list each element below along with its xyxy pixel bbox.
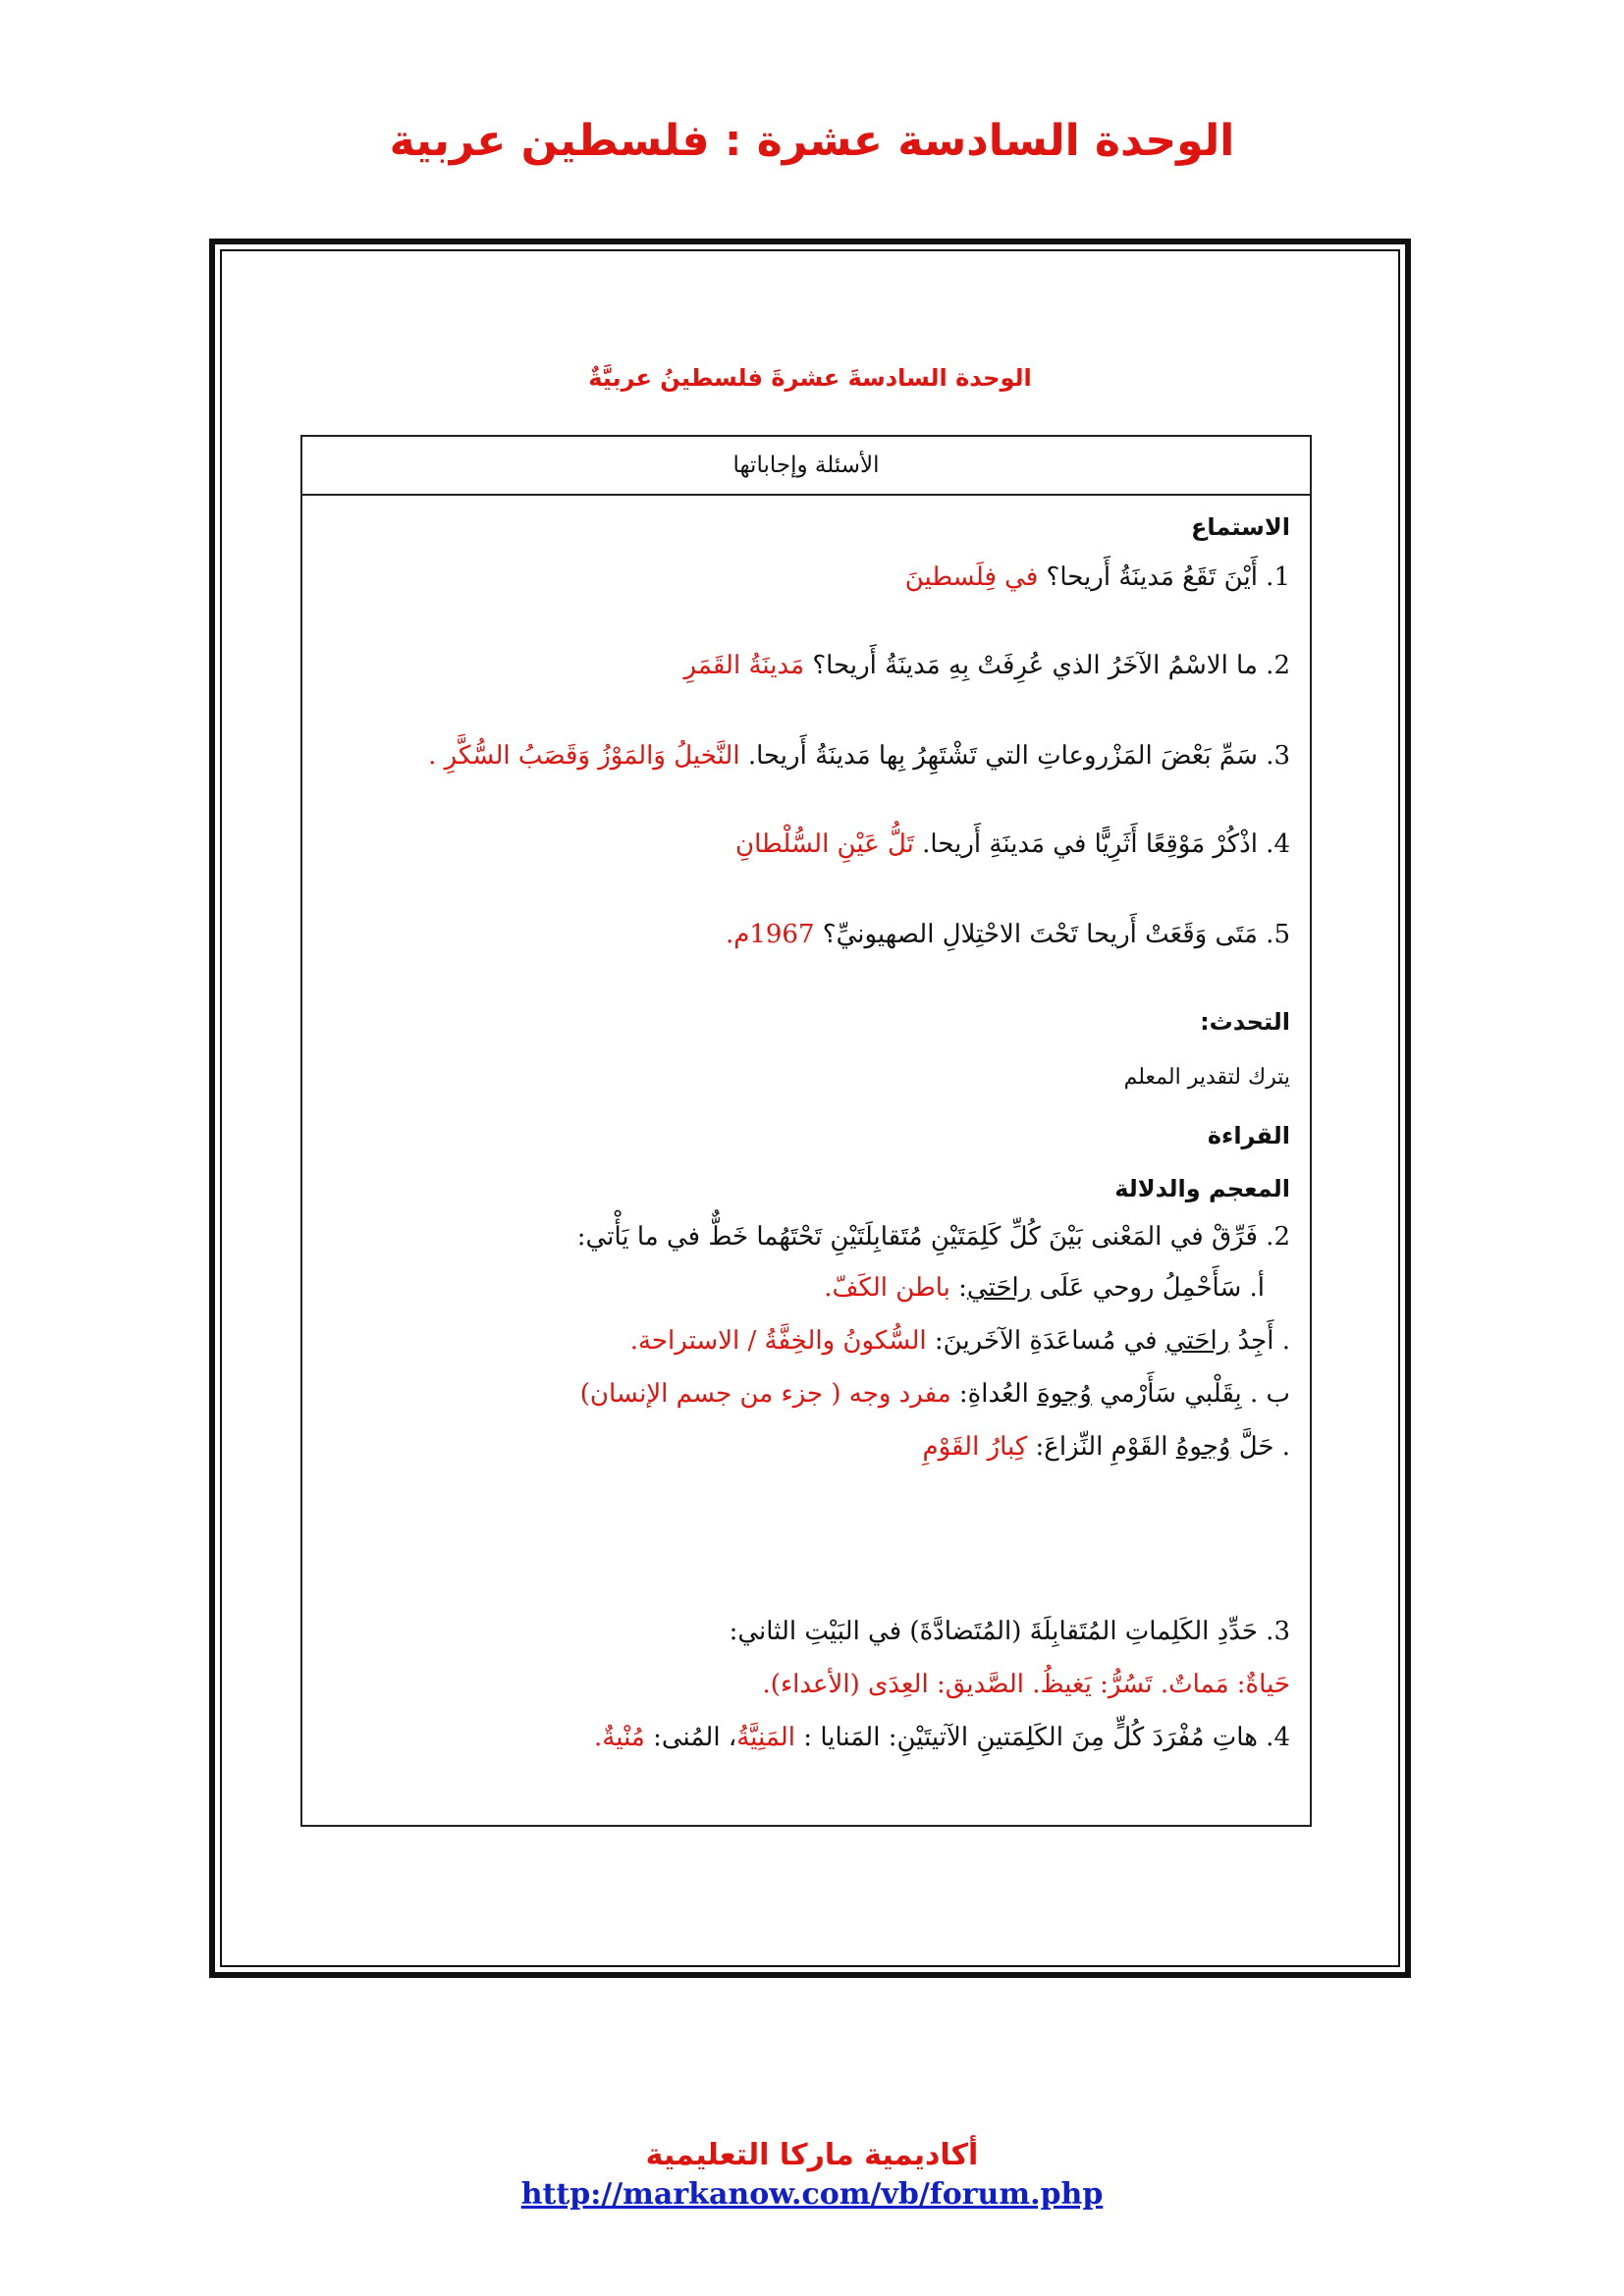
- underlined-word: وُجوهُ: [1175, 1432, 1231, 1462]
- listening-item-5: [726, 920, 1290, 949]
- question-text: 5. مَتَى وَقَعَتْ أَريحا تَحْتَ الاحْتِلالِ الصهيونيِّ؟: [822, 920, 1290, 949]
- question-text: 2. ما الاسْمُ الآخَرُ الذي عُرِفَتْ بِهِ مَدينَةُ أَريحا؟: [812, 651, 1290, 680]
- question-text: 3. سَمِّ بَعْضَ المَزْروعاتِ التي تَشْتَهِرُ بِها مَدينَةُ أَريحا.: [747, 741, 1290, 771]
- item-prefix: . حَلَّ: [1230, 1432, 1290, 1462]
- outer-frame: [209, 239, 1411, 1978]
- underlined-word: راحَتي: [1164, 1326, 1230, 1356]
- answer-text: كِبارُ القَوْمِ: [922, 1432, 1036, 1462]
- item-suffix: القَوْمِ النِّزاعَ:: [1035, 1432, 1176, 1462]
- box-body: [302, 496, 1310, 1827]
- inner-frame: [220, 249, 1400, 1967]
- answer-text: مَدينَةُ القَمَرِ: [683, 651, 805, 680]
- section-lexicon: المعجم والدلالة: [1114, 1175, 1290, 1202]
- lexicon-question-3: 3. حَدِّدِ الكَلِماتِ المُتَقابِلَةَ (المُتَضادَّةَ) في البَيْتِ الثاني:: [729, 1617, 1290, 1646]
- answer-text: النَّخيلُ وَالمَوْزُ وَقَصَبُ السُّكَّرِ .: [428, 741, 740, 771]
- answer-text: المَنِيَّةُ: [736, 1723, 804, 1752]
- underlined-word: راحَتي: [966, 1273, 1032, 1303]
- answer-text: مفرد وجه ( جزء من جسم الإنسان): [579, 1379, 959, 1409]
- lexicon-q2-item-a2: [630, 1326, 1290, 1356]
- listening-item-3: [428, 741, 1290, 771]
- footer-academy-name: أكاديمية ماركا التعليمية: [645, 2138, 979, 2172]
- section-speaking: التحدث:: [1200, 1008, 1290, 1036]
- answer-text: 1967م.: [725, 920, 815, 949]
- listening-item-4: [735, 829, 1290, 859]
- lexicon-q3-answer: حَياةٌ: مَماتٌ. تَسُرُّ: يَغيظُ. الصَّديق: العِدَى (الأعداء).: [762, 1670, 1290, 1699]
- lexicon-q2-item-b: [580, 1379, 1290, 1409]
- underlined-word: وُجوهَ: [1037, 1379, 1092, 1409]
- listening-item-1: [905, 562, 1290, 592]
- answer-text: في فِلَسطينَ: [904, 562, 1039, 592]
- answer-text: مُنْيةٌ.: [594, 1723, 654, 1752]
- item-suffix: العُداةِ:: [958, 1379, 1038, 1409]
- item-prefix: ب . بِقَلْبي سَأَرْمي: [1091, 1379, 1290, 1409]
- footer-url-link[interactable]: http://markanow.com/vb/forum.php: [520, 2177, 1104, 2212]
- lexicon-q2-item-b2: [922, 1432, 1290, 1462]
- box-header: الأسئلة وإجاباتها: [302, 437, 1310, 496]
- section-listening: الاستماع: [1191, 513, 1290, 541]
- lexicon-question-2: 2. فَرِّقْ في المَعْنى بَيْنَ كُلِّ كَلِمَتَيْنِ مُتَقابِلَتَيْنِ تَحْتَهُما خَطٌّ في ما يَأْتي:: [576, 1222, 1290, 1252]
- page-title: الوحدة السادسة عشرة : فلسطين عربية: [389, 116, 1235, 166]
- item-suffix: :: [958, 1273, 967, 1303]
- item-prefix: أ. سَأَحْمِلُ روحي عَلَى: [1031, 1273, 1265, 1303]
- document-title: الوحدة السادسةَ عشرةَ فلسطينُ عربيَّةٌ: [588, 364, 1032, 392]
- speaking-note: يترك لتقدير المعلم: [1123, 1065, 1290, 1090]
- section-reading: القراءة: [1207, 1122, 1290, 1149]
- question-text: 4. هاتِ مُفْرَدَ كُلٍّ مِنَ الكَلِمَتينِ الآتيتَيْنِ: المَنايا :: [803, 1723, 1290, 1752]
- listening-item-2: [684, 651, 1290, 680]
- answer-text: السُّكونُ والخِفَّةُ / الاستراحة.: [629, 1326, 935, 1356]
- item-prefix: . أَجِدُ: [1229, 1326, 1290, 1356]
- answer-text: تَلُّ عَيْنِ السُّلْطانِ: [735, 829, 914, 859]
- question-text: 1. أَيْنَ تَقَعُ مَدينَةُ أَريحا؟: [1046, 562, 1290, 592]
- lexicon-question-4: [594, 1723, 1290, 1752]
- answer-text: باطن الكَفّ.: [824, 1273, 959, 1303]
- item-suffix: في مُساعَدَةِ الآخَرينَ:: [934, 1326, 1165, 1356]
- question-text: ، المُنى:: [653, 1723, 737, 1752]
- lexicon-q2-item-a: [824, 1273, 1265, 1303]
- questions-answers-box: [300, 435, 1312, 1827]
- question-text: 4. اذْكُرْ مَوْقِعًا أَثَرِيًّا في مَدينَةِ أَريحا.: [922, 829, 1290, 859]
